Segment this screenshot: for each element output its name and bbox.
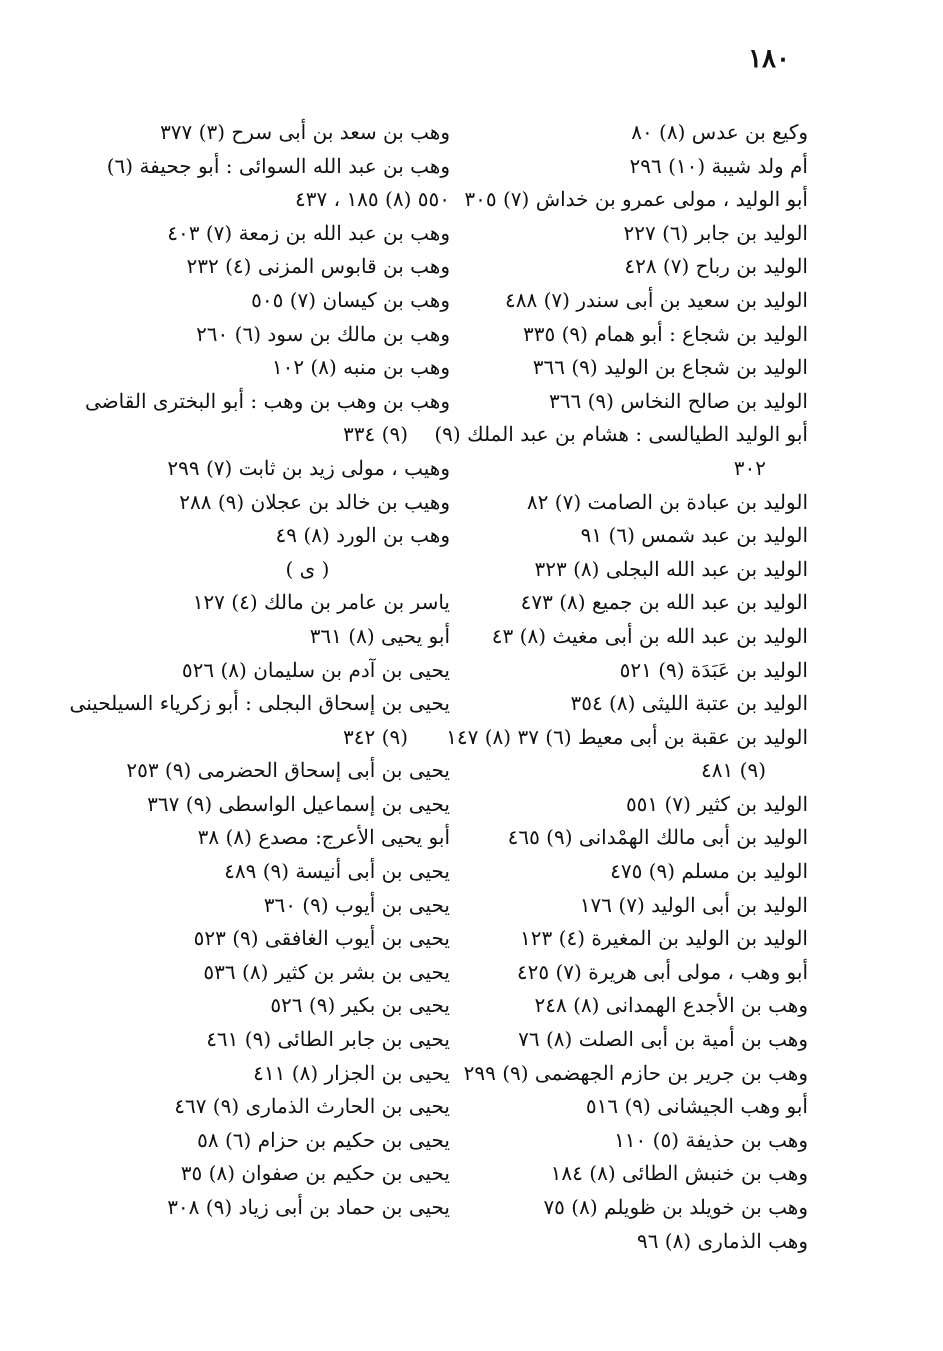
index-entry [468, 1090, 808, 1124]
entry-text: وهب بن خنبش الطائى (٨) ١٨٤ [550, 1161, 808, 1186]
entry-text: يحيى بن بكير (٩) ٥٢٦ [270, 993, 450, 1018]
index-entry [446, 721, 808, 788]
entry-text: الوليد بن عبد الله البجلى (٨) ٣٢٣ [534, 556, 808, 581]
entry-text: وهب بن منبه (٨) ١٠٢ [271, 355, 450, 380]
entry-text: يحيى بن الجزار (٨) ٤١١ [253, 1060, 450, 1085]
entry-text: يحيى بن إسماعيل الواسطى (٩) ٣٦٧ [147, 791, 450, 816]
entry-text: ٥٥٠ (٨) ١٨٥ ، ٤٣٧ [295, 187, 450, 212]
section-heading [105, 553, 450, 587]
entry-text: وهب بن أمية بن أبى الصلت (٨) ٧٦ [518, 1027, 808, 1052]
entry-text: الوليد بن صالح النخاس (٩) ٣٦٦ [549, 388, 808, 413]
entry-text: الوليد بن كثير (٧) ٥٥١ [625, 791, 808, 816]
index-entry [105, 150, 450, 184]
index-entry [468, 284, 808, 318]
index-entry [105, 486, 450, 520]
entry-text: أبو الوليد الطيالسى : هشام بن عبد الملك (٩) [434, 422, 808, 447]
index-entry [468, 1157, 808, 1191]
index-entry [468, 1191, 808, 1225]
index-entry [468, 1124, 808, 1158]
index-entry [468, 1225, 808, 1259]
entry-text: يحيى بن الحارث الذمارى (٩) ٤٦٧ [174, 1094, 450, 1119]
entry-text: وهب بن الأجدع الهمدانى (٨) ٢٤٨ [534, 993, 808, 1018]
entry-text: أبو يحيى (٨) ٣٦١ [309, 623, 450, 648]
index-entry [105, 1023, 450, 1057]
index-entry [105, 519, 450, 553]
index-entry [468, 1023, 808, 1057]
index-entry [105, 788, 450, 822]
entry-text: الوليد بن أبى مالك الهمْدانى (٩) ٤٦٥ [507, 825, 808, 850]
entry-text: يحيى بن حماد بن أبى زياد (٩) ٣٠٨ [167, 1195, 450, 1219]
index-entry [69, 687, 450, 754]
entry-text: وهب بن سعد بن أبى سرح (٣) ٣٧٧ [160, 120, 450, 144]
entry-text: يحيى بن أبى أنيسة (٩) ٤٨٩ [224, 859, 450, 884]
index-entry [105, 989, 450, 1023]
entry-text: أبو الوليد ، مولى عمرو بن خداش (٧) ٣٠٥ [464, 187, 808, 212]
index-entry [468, 250, 808, 284]
entry-text: أبو وهب الجيشانى (٩) ٥١٦ [585, 1094, 808, 1119]
index-entry [105, 1124, 450, 1158]
index-entry [105, 351, 450, 385]
entry-text: وهب الذمارى (٨) ٩٦ [636, 1228, 808, 1253]
index-entry [468, 385, 808, 419]
entry-text: الوليد بن عبد الله بن أبى مغيث (٨) ٤٣ [491, 623, 808, 648]
entry-text: الوليد بن شجاع بن الوليد (٩) ٣٦٦ [532, 355, 808, 380]
entry-text: يحيى بن أيوب (٩) ٣٦٠ [263, 892, 450, 917]
index-entry [105, 821, 450, 855]
entry-text: الوليد بن عبادة بن الصامت (٧) ٨٢ [526, 489, 808, 514]
index-entry [105, 1057, 450, 1091]
entry-text: الوليد بن مسلم (٩) ٤٧٥ [610, 859, 808, 884]
index-entry [105, 855, 450, 889]
index-entry [468, 116, 808, 150]
entry-text: الوليد بن رباح (٧) ٤٢٨ [624, 254, 808, 279]
entry-text: وهب بن عبد الله بن زمعة (٧) ٤٠٣ [167, 220, 450, 245]
entry-text: الوليد بن سعيد بن أبى سندر (٧) ٤٨٨ [505, 287, 808, 312]
index-entry [105, 654, 450, 688]
entry-text: يحيى بن أبى إسحاق الحضرمى (٩) ٢٥٣ [126, 758, 450, 783]
index-entry [105, 889, 450, 923]
index-entry [105, 586, 450, 620]
entry-text: يحيى بن إسحاق البجلى : أبو زكرياء السيلحينى [69, 691, 450, 716]
entry-text: وهب بن جرير بن حازم الجهضمى (٩) ٢٩٩ [463, 1060, 808, 1085]
entry-continuation: (٩) ٤٨١ [701, 758, 766, 783]
entry-text: وكيع بن عدس (٨) ٨٠ [631, 120, 808, 144]
index-entry [105, 183, 450, 217]
entry-text: الوليد بن شجاع : أبو همام (٩) ٣٣٥ [523, 321, 808, 346]
entry-text: أبو يحيى الأعرج: مصدع (٨) ٣٨ [197, 825, 450, 850]
index-entry [105, 1157, 450, 1191]
entry-text: وهب بن مالك بن سود (٦) ٢٦٠ [196, 321, 450, 346]
entry-text: يحيى بن حكيم بن حزام (٦) ٥٨ [197, 1127, 450, 1152]
index-entry [468, 217, 808, 251]
index-entry [468, 620, 808, 654]
entry-text: وهب بن خويلد بن ظويلم (٨) ٧٥ [543, 1195, 808, 1219]
page-number: ١٨٠ [748, 44, 790, 74]
entry-text: يحيى بن آدم بن سليمان (٨) ٥٢٦ [181, 657, 450, 682]
index-entry [468, 855, 808, 889]
entry-text: يحيى بن حكيم بن صفوان (٨) ٣٥ [180, 1161, 450, 1186]
index-entry [468, 654, 808, 688]
entry-continuation: (٩) ٣٤٢ [343, 724, 408, 749]
entry-text: وهيب بن خالد بن عجلان (٩) ٢٨٨ [179, 489, 450, 514]
index-entry [468, 586, 808, 620]
entry-text: وهب بن كيسان (٧) ٥٠٥ [251, 287, 450, 312]
entry-text: يحيى بن جابر الطائى (٩) ٤٦١ [206, 1027, 450, 1052]
index-entry [468, 889, 808, 923]
entry-text: الوليد بن عقبة بن أبى معيط (٦) ٣٧ (٨) ١٤٧ [446, 724, 808, 749]
entry-text: الوليد بن الوليد بن المغيرة (٤) ١٢٣ [520, 926, 808, 951]
entry-text: ياسر بن عامر بن مالك (٤) ١٢٧ [192, 590, 450, 615]
index-column-left [69, 116, 450, 1225]
index-entry [105, 284, 450, 318]
index-entry [105, 956, 450, 990]
entry-text: الوليد بن عبد شمس (٦) ٩١ [580, 523, 808, 548]
entry-text: وهب بن الورد (٨) ٤٩ [275, 523, 450, 548]
index-entry [468, 318, 808, 352]
index-entry [468, 687, 808, 721]
index-entry [468, 788, 808, 822]
index-entry [468, 150, 808, 184]
index-entry [105, 116, 450, 150]
entry-text: أم ولد شيبة (١٠) ٢٩٦ [629, 153, 808, 178]
entry-text: ( ى ) [285, 556, 330, 581]
index-entry [105, 620, 450, 654]
entry-text: وهب بن حذيفة (٥) ١١٠ [614, 1127, 808, 1152]
index-entry [105, 250, 450, 284]
index-entry [105, 452, 450, 486]
index-entry [105, 922, 450, 956]
index-entry [105, 754, 450, 788]
index-entry [468, 486, 808, 520]
index-entry [468, 956, 808, 990]
index-entry [468, 922, 808, 956]
entry-text: يحيى بن أيوب الغافقى (٩) ٥٢٣ [193, 926, 450, 951]
entry-continuation: (٩) ٣٣٤ [343, 422, 408, 447]
entry-text: الوليد بن عَبَدَة (٩) ٥٢١ [619, 657, 808, 682]
index-entry [468, 821, 808, 855]
index-entry [105, 217, 450, 251]
entry-text: الوليد بن عتبة الليثى (٨) ٣٥٤ [570, 691, 808, 716]
entry-text: الوليد بن أبى الوليد (٧) ١٧٦ [579, 892, 808, 917]
entry-text: وهيب ، مولى زيد بن ثابت (٧) ٢٩٩ [167, 455, 450, 480]
index-entry [468, 351, 808, 385]
index-entry [85, 385, 450, 452]
entry-text: الوليد بن عبد الله بن جميع (٨) ٤٧٣ [520, 590, 808, 615]
entry-text: وهب بن عبد الله السوائى : أبو جحيفة (٦) [106, 153, 450, 178]
entry-continuation: ٣٠٢ [733, 455, 766, 480]
entry-text: أبو وهب ، مولى أبى هريرة (٧) ٤٢٥ [516, 959, 808, 984]
index-entry [468, 989, 808, 1023]
index-entry [464, 183, 808, 217]
index-entry [468, 553, 808, 587]
entry-text: يحيى بن بشر بن كثير (٨) ٥٣٦ [203, 959, 450, 984]
entry-text: الوليد بن جابر (٦) ٢٢٧ [623, 220, 808, 245]
entry-text: وهب بن وهب بن وهب : أبو البخترى القاضى [85, 388, 450, 413]
index-entry [105, 1191, 450, 1225]
entry-text: وهب بن قابوس المزنى (٤) ٢٣٢ [186, 254, 450, 279]
index-entry [463, 1057, 808, 1091]
index-entry [105, 318, 450, 352]
index-entry [434, 418, 808, 485]
index-entry [105, 1090, 450, 1124]
index-entry [468, 519, 808, 553]
index-column-right [434, 116, 808, 1258]
